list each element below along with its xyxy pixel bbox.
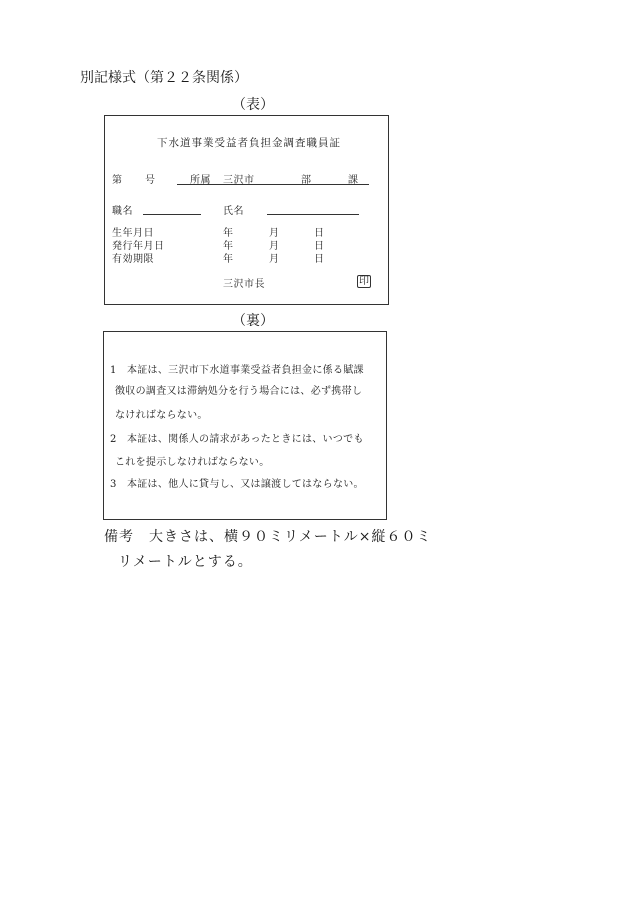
expiry-day: 日	[314, 254, 325, 265]
seal-icon: 印	[359, 276, 369, 287]
remark-line-1: 備考 大きさは、横９０ミリメートル×縦６０ミ	[104, 529, 432, 545]
back-line-5: これを提示しなければならない。	[115, 457, 270, 468]
id-card-back	[103, 331, 387, 520]
back-caption: （裏）	[232, 313, 274, 329]
card-title: 下水道事業受益者負担金調査職員証	[157, 137, 341, 149]
remark-line-2: リメートルとする。	[118, 554, 253, 570]
affiliation-label: 所属	[190, 175, 211, 186]
expiry-month: 月	[269, 254, 280, 265]
issue-year: 年	[223, 241, 234, 252]
department-label: 部	[301, 175, 312, 186]
section-label: 課	[348, 175, 359, 186]
position-underline	[143, 214, 201, 215]
expiry-label: 有効期限	[112, 254, 154, 265]
position-label: 職名	[112, 206, 133, 217]
name-underline	[267, 214, 359, 215]
id-card-front	[104, 115, 389, 305]
back-line-1: 1 本証は、三沢市下水道事業受益者負担金に係る賦課	[110, 365, 364, 376]
affiliation-underline	[177, 184, 369, 185]
name-label: 氏名	[223, 206, 244, 217]
affiliation-city: 三沢市	[223, 175, 255, 186]
form-heading: 別記様式（第２２条関係）	[80, 70, 248, 86]
front-caption: （表）	[232, 97, 274, 113]
dob-year: 年	[223, 228, 234, 239]
back-line-2: 徴収の調査又は滞納処分を行う場合には、必ず携帯し	[115, 386, 363, 397]
issue-date-label: 発行年月日	[112, 241, 165, 252]
back-line-4: 2 本証は、関係人の請求があったときには、いつでも	[110, 434, 364, 445]
issuer-label: 三沢市長	[223, 279, 265, 290]
issue-month: 月	[269, 241, 280, 252]
dob-label: 生年月日	[112, 228, 154, 239]
number-label-dai: 第	[112, 175, 123, 186]
back-line-6: 3 本証は、他人に貸与し、又は譲渡してはならない。	[110, 479, 364, 490]
dob-month: 月	[269, 228, 280, 239]
issue-day: 日	[314, 241, 325, 252]
number-label-go: 号	[145, 175, 156, 186]
expiry-year: 年	[223, 254, 234, 265]
dob-day: 日	[314, 228, 325, 239]
back-line-3: なければならない。	[115, 410, 208, 421]
